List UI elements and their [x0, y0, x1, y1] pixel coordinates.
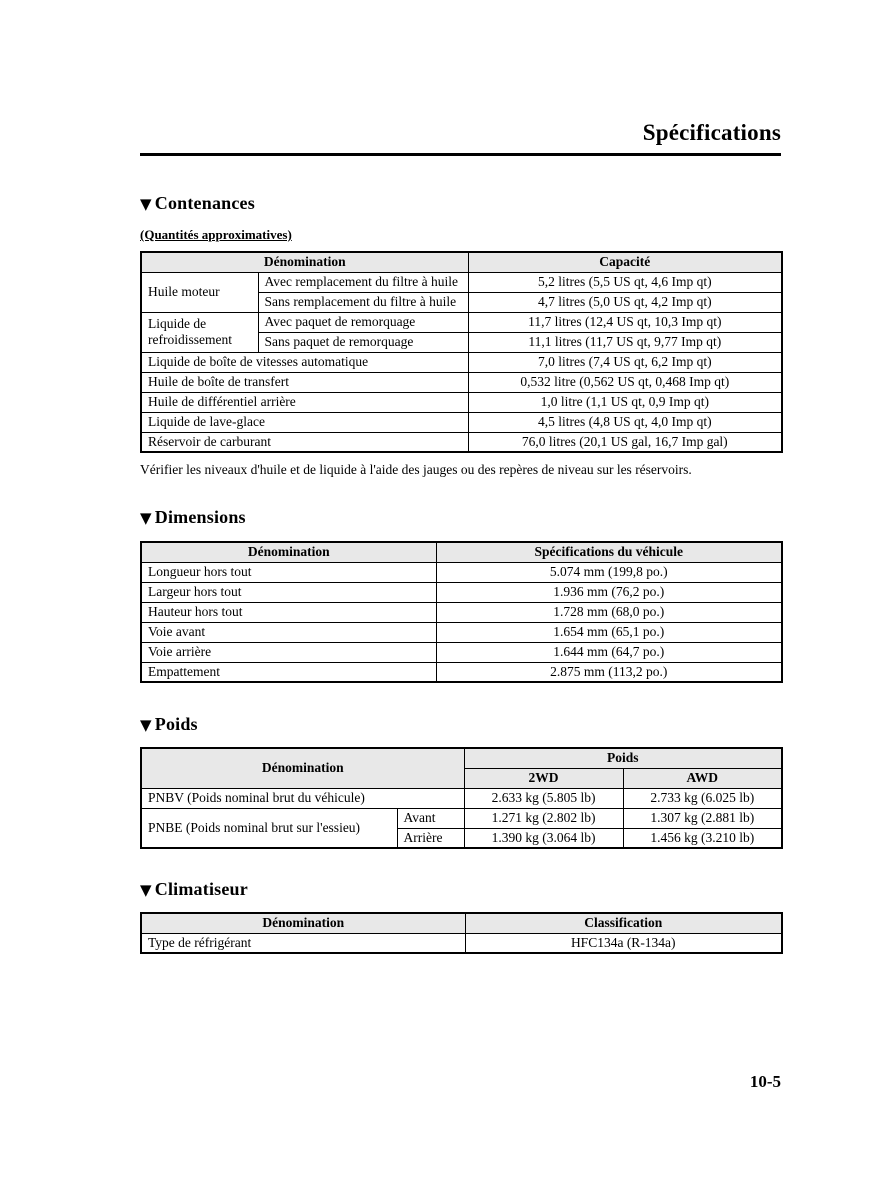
row-label: Empattement: [141, 662, 436, 682]
row-value: 11,7 litres (12,4 US qt, 10,3 Imp qt): [468, 312, 782, 332]
section-heading-label: Dimensions: [154, 507, 246, 527]
page-number: 10-5: [749, 1072, 781, 1091]
page-title: Spécifications: [140, 120, 781, 156]
table-header-row: [141, 748, 782, 768]
row-label: Avec remplacement du filtre à huile: [258, 272, 468, 292]
col-header-denomination: Dénomination: [141, 748, 464, 788]
row-label: Voie avant: [141, 622, 436, 642]
table-row: [141, 642, 782, 662]
section-heading-climatiseur: [140, 879, 781, 900]
dimensions-table: [140, 541, 783, 683]
row-value: 0,532 litre (0,562 US qt, 0,468 Imp qt): [468, 372, 782, 392]
row-value: 5.074 mm (199,8 po.): [436, 562, 782, 582]
table-row: [141, 933, 782, 953]
col-header-denomination: Dénomination: [141, 252, 468, 272]
row-value: 7,0 litres (7,4 US qt, 6,2 Imp qt): [468, 352, 782, 372]
section-marker-icon: ▼: [140, 194, 152, 213]
section-heading-poids: [140, 714, 781, 735]
row-label: PNBV (Poids nominal brut du véhicule): [141, 788, 464, 808]
row-value-2wd: 2.633 kg (5.805 lb): [464, 788, 623, 808]
row-group-label: Huile moteur: [141, 272, 258, 312]
table-row: [141, 662, 782, 682]
table-header-row: [141, 913, 782, 933]
row-label: Huile de boîte de transfert: [141, 372, 468, 392]
row-value: 11,1 litres (11,7 US qt, 9,77 Imp qt): [468, 332, 782, 352]
row-value: 76,0 litres (20,1 US gal, 16,7 Imp gal): [468, 432, 782, 452]
row-label: Avec paquet de remorquage: [258, 312, 468, 332]
row-label: Liquide de boîte de vitesses automatique: [141, 352, 468, 372]
col-header-classification: Classification: [465, 913, 782, 933]
contenances-table: [140, 251, 783, 453]
col-header-2wd: 2WD: [464, 768, 623, 788]
page-content: [140, 0, 781, 954]
table-row: [141, 432, 782, 452]
section-heading-label: Contenances: [154, 193, 255, 213]
row-label: Longueur hors tout: [141, 562, 436, 582]
row-value: 1.644 mm (64,7 po.): [436, 642, 782, 662]
row-value: 4,5 litres (4,8 US qt, 4,0 Imp qt): [468, 412, 782, 432]
row-group-label: PNBE (Poids nominal brut sur l'essieu): [141, 808, 397, 848]
table-header-row: [141, 252, 782, 272]
col-header-denomination: Dénomination: [141, 913, 465, 933]
table-row: [141, 372, 782, 392]
row-value: 1.654 mm (65,1 po.): [436, 622, 782, 642]
row-value: HFC134a (R-134a): [465, 933, 782, 953]
section-heading-label: Climatiseur: [154, 879, 248, 899]
row-value-2wd: 1.271 kg (2.802 lb): [464, 808, 623, 828]
row-value: 1.936 mm (76,2 po.): [436, 582, 782, 602]
col-header-awd: AWD: [623, 768, 782, 788]
col-header-capacite: Capacité: [468, 252, 782, 272]
row-value-awd: 2.733 kg (6.025 lb): [623, 788, 782, 808]
row-label: Sans remplacement du filtre à huile: [258, 292, 468, 312]
table-row: [141, 312, 782, 332]
row-label: Type de réfrigérant: [141, 933, 465, 953]
row-label: Voie arrière: [141, 642, 436, 662]
table-row: [141, 412, 782, 432]
table-row: [141, 562, 782, 582]
section-heading-contenances: [140, 193, 781, 214]
col-header-spec: Spécifications du véhicule: [436, 542, 782, 562]
table-row: [141, 392, 782, 412]
row-value: 1,0 litre (1,1 US qt, 0,9 Imp qt): [468, 392, 782, 412]
table-row: [141, 272, 782, 292]
table-row: [141, 582, 782, 602]
section-heading-dimensions: [140, 507, 781, 528]
poids-table: [140, 747, 783, 849]
contenances-subtitle: (Quantités approximatives): [140, 227, 292, 242]
contenances-note: Vérifier les niveaux d'huile et de liquide à l'aide des jauges ou des repères de niveau sur les réservoirs.: [140, 462, 692, 477]
row-label: Largeur hors tout: [141, 582, 436, 602]
row-value-2wd: 1.390 kg (3.064 lb): [464, 828, 623, 848]
row-label: Huile de différentiel arrière: [141, 392, 468, 412]
row-label: Sans paquet de remorquage: [258, 332, 468, 352]
row-value-awd: 1.307 kg (2.881 lb): [623, 808, 782, 828]
row-value-awd: 1.456 kg (3.210 lb): [623, 828, 782, 848]
row-value: 5,2 litres (5,5 US qt, 4,6 Imp qt): [468, 272, 782, 292]
table-row: [141, 622, 782, 642]
row-value: 4,7 litres (5,0 US qt, 4,2 Imp qt): [468, 292, 782, 312]
section-marker-icon: ▼: [140, 508, 152, 527]
row-sub-label: Avant: [397, 808, 464, 828]
row-value: 2.875 mm (113,2 po.): [436, 662, 782, 682]
col-header-poids-group: Poids: [464, 748, 782, 768]
row-label: Réservoir de carburant: [141, 432, 468, 452]
section-heading-label: Poids: [154, 714, 198, 734]
table-row: [141, 788, 782, 808]
table-header-row: [141, 542, 782, 562]
row-label: Liquide de lave-glace: [141, 412, 468, 432]
table-row: [141, 602, 782, 622]
climatiseur-table: [140, 912, 783, 954]
row-value: 1.728 mm (68,0 po.): [436, 602, 782, 622]
table-row: [141, 352, 782, 372]
section-marker-icon: ▼: [140, 880, 152, 899]
table-row: [141, 808, 782, 828]
row-group-label: Liquide de refroidissement: [141, 312, 258, 352]
col-header-denomination: Dénomination: [141, 542, 436, 562]
row-sub-label: Arrière: [397, 828, 464, 848]
row-label: Hauteur hors tout: [141, 602, 436, 622]
section-marker-icon: ▼: [140, 715, 152, 734]
